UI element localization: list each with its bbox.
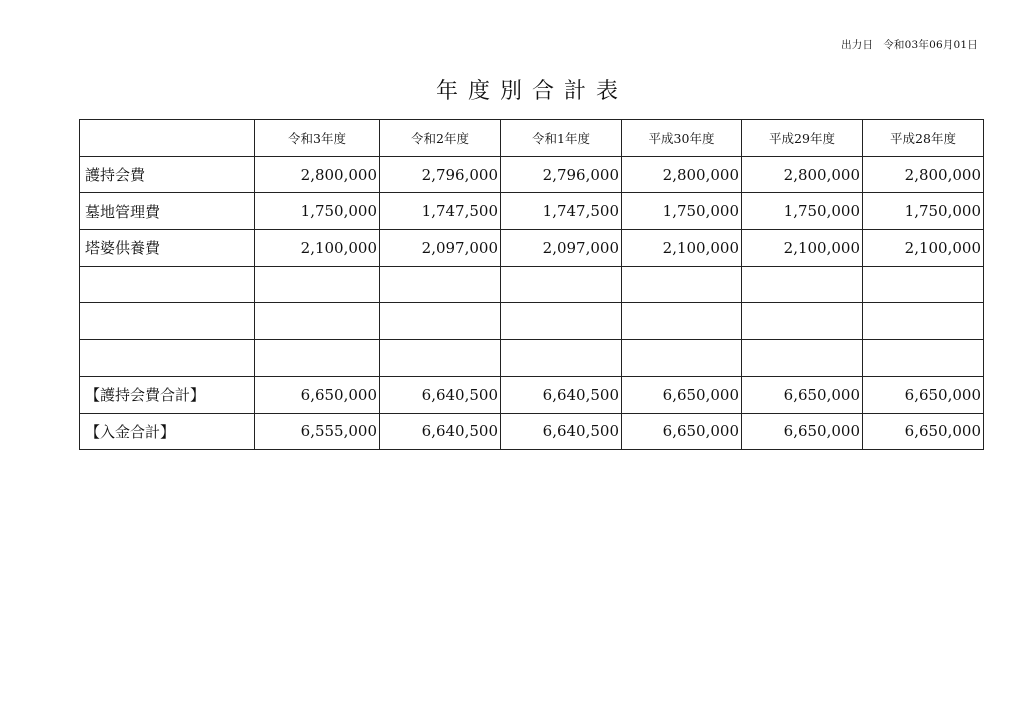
amount-cell: 6,555,000 <box>255 413 380 450</box>
amount-cell: 6,640,500 <box>501 413 622 450</box>
row-label <box>80 303 255 340</box>
amount-cell: 6,640,500 <box>501 376 622 413</box>
amount-cell: 6,650,000 <box>742 376 863 413</box>
output-date-label: 出力日 <box>841 39 874 51</box>
table-row <box>80 413 984 450</box>
output-date-value: 令和03年06月01日 <box>883 39 978 51</box>
amount-cell: 6,650,000 <box>622 376 742 413</box>
amount-cell: 2,097,000 <box>380 230 501 267</box>
table-row <box>80 230 984 267</box>
table-row <box>80 193 984 230</box>
column-header: 平成28年度 <box>863 120 984 157</box>
column-header: 平成29年度 <box>742 120 863 157</box>
amount-cell: 6,650,000 <box>255 376 380 413</box>
amount-cell <box>380 340 501 377</box>
amount-cell: 1,750,000 <box>742 193 863 230</box>
row-label: 【入金合計】 <box>80 413 255 450</box>
amount-cell <box>380 266 501 303</box>
amount-cell <box>255 266 380 303</box>
row-label: 塔婆供養費 <box>80 230 255 267</box>
amount-cell <box>863 340 984 377</box>
column-header: 令和1年度 <box>501 120 622 157</box>
amount-cell: 2,100,000 <box>255 230 380 267</box>
amount-cell: 2,796,000 <box>380 156 501 193</box>
row-label: 【護持会費合計】 <box>80 376 255 413</box>
table-row <box>80 376 984 413</box>
amount-cell: 6,640,500 <box>380 376 501 413</box>
amount-cell: 2,800,000 <box>255 156 380 193</box>
row-label <box>80 266 255 303</box>
amount-cell <box>863 303 984 340</box>
amount-cell: 1,750,000 <box>255 193 380 230</box>
amount-cell <box>380 303 501 340</box>
amount-cell: 2,800,000 <box>863 156 984 193</box>
amount-cell: 6,650,000 <box>622 413 742 450</box>
page-title: 年度別合計表 <box>435 79 628 104</box>
amount-cell <box>255 303 380 340</box>
amount-cell: 2,100,000 <box>622 230 742 267</box>
amount-cell: 2,097,000 <box>501 230 622 267</box>
column-header: 令和3年度 <box>255 120 380 157</box>
amount-cell <box>742 340 863 377</box>
amount-cell: 6,640,500 <box>380 413 501 450</box>
column-header: 平成30年度 <box>622 120 742 157</box>
amount-cell: 6,650,000 <box>863 376 984 413</box>
amount-cell: 1,747,500 <box>501 193 622 230</box>
amount-cell: 1,747,500 <box>380 193 501 230</box>
row-label <box>80 340 255 377</box>
amount-cell <box>863 266 984 303</box>
amount-cell <box>742 266 863 303</box>
amount-cell <box>742 303 863 340</box>
amount-cell: 2,100,000 <box>863 230 984 267</box>
amount-cell: 6,650,000 <box>742 413 863 450</box>
amount-cell: 6,650,000 <box>863 413 984 450</box>
table-row <box>80 340 984 377</box>
amount-cell <box>255 340 380 377</box>
column-header: 令和2年度 <box>380 120 501 157</box>
table-row <box>80 266 984 303</box>
amount-cell: 2,800,000 <box>742 156 863 193</box>
amount-cell: 2,100,000 <box>742 230 863 267</box>
amount-cell <box>501 340 622 377</box>
amount-cell: 2,800,000 <box>622 156 742 193</box>
amount-cell <box>622 266 742 303</box>
table-row <box>80 156 984 193</box>
amount-cell: 1,750,000 <box>863 193 984 230</box>
amount-cell <box>501 266 622 303</box>
row-label: 墓地管理費 <box>80 193 255 230</box>
amount-cell <box>622 303 742 340</box>
output-date <box>841 37 978 52</box>
amount-cell: 1,750,000 <box>622 193 742 230</box>
amount-cell <box>501 303 622 340</box>
annual-summary-table <box>79 119 984 450</box>
table-row <box>80 303 984 340</box>
amount-cell: 2,796,000 <box>501 156 622 193</box>
corner-cell <box>80 120 255 157</box>
amount-cell <box>622 340 742 377</box>
row-label: 護持会費 <box>80 156 255 193</box>
table-header-row <box>80 120 984 157</box>
